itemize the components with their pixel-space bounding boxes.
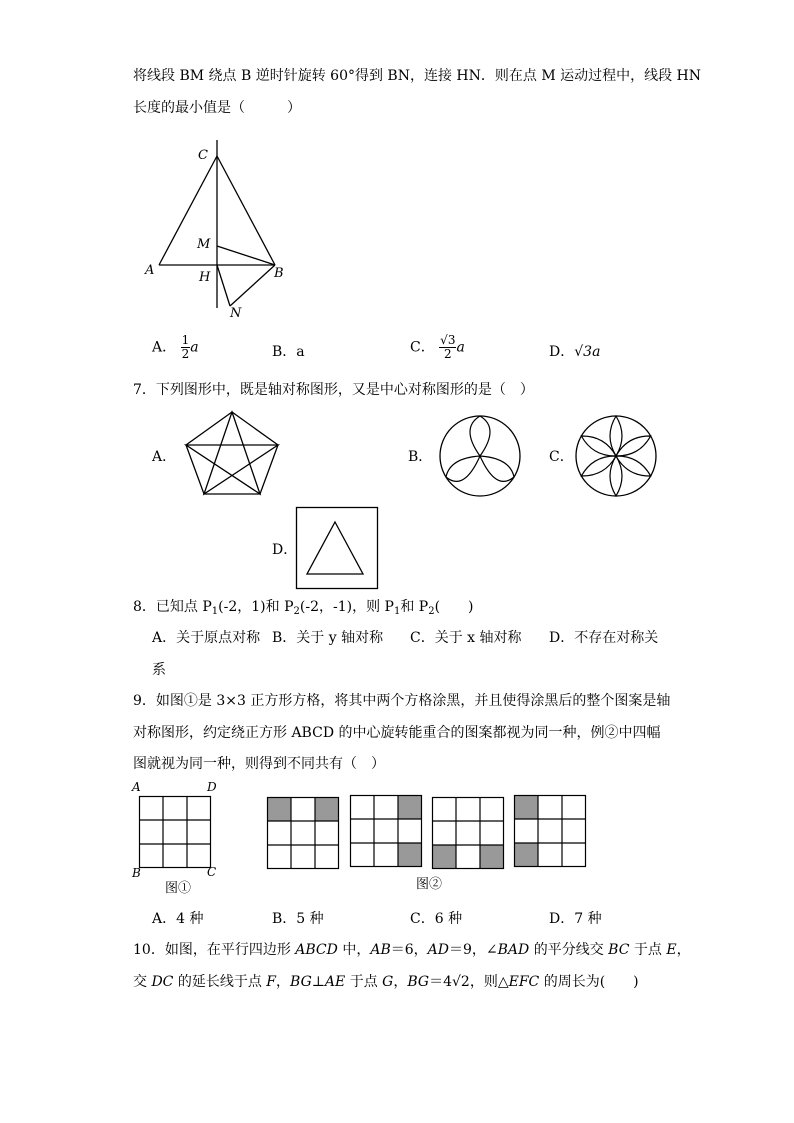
option-d-value: √3a (574, 344, 601, 360)
q10-text: ， (393, 974, 408, 990)
q10-var: BG⊥AE (290, 974, 346, 990)
label-a: A (145, 263, 155, 278)
q7-label-b[interactable]: B． (408, 449, 433, 465)
fig1-label-b: B (132, 866, 141, 880)
six-petal-flower-icon (574, 414, 658, 498)
q10-var: BAD (497, 942, 530, 958)
frac-num: 1 (181, 333, 190, 347)
fig1-label-d: D (207, 780, 217, 794)
triangle-in-square-icon (296, 507, 378, 589)
label-n: N (230, 306, 242, 321)
q9-stem-line1: 9．如图①是 3×3 正方形方格，将其中两个方格涂黑，并且使得涂黑后的整个图案是轴 (133, 693, 671, 709)
q10-stem-line2 (133, 972, 639, 992)
q9-figure2-grid-3 (432, 797, 504, 869)
q10-var: BC (608, 942, 630, 958)
q9-stem-line3: 图就视为同一种，则得到不同共有（ ） (133, 756, 385, 772)
q8-option-d[interactable]: D．不存在对称关 (549, 630, 659, 646)
label-h: H (199, 270, 211, 285)
q7-label-c[interactable]: C． (549, 449, 574, 465)
q9-option-b[interactable]: B．5 种 (272, 911, 324, 927)
q8-option-a[interactable]: A．关于原点对称 (152, 630, 261, 646)
q10-var: BG (407, 974, 430, 990)
q6-triangle-figure (140, 140, 300, 330)
q10-var: AB (370, 942, 391, 958)
option-c-var: a (456, 339, 465, 356)
pentagram-in-pentagon-icon (182, 410, 282, 496)
q8-stem-part: (-2，-1)，则 P (299, 599, 394, 615)
fig1-label-a: A (132, 780, 141, 794)
q10-var: AD (427, 942, 449, 958)
q10-text: 于点 (629, 942, 667, 958)
fig1-label-c: C (207, 865, 217, 879)
q10-var: ABCD (295, 942, 338, 958)
q8-stem-part: 和 P (400, 599, 429, 615)
subscript: 2 (293, 606, 300, 617)
q6-text-line2: 长度的最小值是（ ） (133, 100, 301, 116)
q10-text: 于点 (345, 974, 383, 990)
frac-den: 2 (443, 347, 452, 361)
q9-stem-line2: 对称图形，约定绕正方形 ABCD 的中心旋转能重合的图案都视为同一种，例②中四幅 (133, 725, 661, 741)
q9-option-c[interactable]: C．6 种 (410, 911, 463, 927)
q10-sqrt: √2 (452, 974, 470, 990)
q8-stem-part: (-2，1)和 P (218, 599, 294, 615)
label-b: B (274, 266, 284, 281)
option-c-prefix: C． (410, 339, 435, 356)
q10-var: G (382, 974, 394, 990)
q8-stem (133, 597, 474, 622)
q10-text: ＝9，∠ (449, 942, 498, 958)
q10-var: E (666, 942, 677, 958)
frac-den: 2 (181, 347, 190, 361)
fraction-one-half (181, 334, 191, 361)
fraction-sqrt3-over-2 (439, 334, 456, 361)
q9-option-d[interactable]: D．7 种 (549, 911, 602, 927)
q10-stem-line1 (133, 940, 691, 960)
q10-text: 中， (337, 942, 371, 958)
q10-var: EFC (508, 974, 540, 990)
q9-figure2-grid-4 (514, 795, 586, 867)
q10-text: ＝4 (429, 974, 452, 990)
three-petal-circle-icon (438, 414, 522, 498)
q8-stem-part: ( ) (434, 599, 474, 615)
option-a-prefix: A． (152, 339, 177, 356)
q7-label-d[interactable]: D． (272, 542, 298, 558)
q10-var: DC (151, 974, 174, 990)
q6-option-b[interactable]: B．a (272, 344, 305, 360)
q9-figure2-grid-2 (350, 795, 422, 867)
subscript: 1 (211, 606, 219, 617)
q10-text: 交 (133, 974, 152, 990)
q7-stem: 7．下列图形中，既是轴对称图形，又是中心对称图形的是（ ） (133, 382, 534, 398)
fig1-caption: 图① (165, 881, 192, 896)
q10-text: ， (276, 974, 291, 990)
q7-label-a[interactable]: A． (152, 449, 177, 465)
q9-figure1-grid (139, 796, 211, 868)
q6-option-a[interactable] (152, 334, 199, 361)
frac-num: √3 (440, 333, 456, 347)
subscript: 1 (393, 606, 401, 617)
q10-text: 10．如图，在平行四边形 (133, 942, 296, 958)
q6-text-line1: 将线段 BM 绕点 B 逆时针旋转 60°得到 BN，连接 HN．则在点 M 运动过程中，线段 HN (133, 68, 702, 84)
option-d-prefix: D． (549, 344, 575, 360)
q6-option-d[interactable] (549, 342, 600, 362)
q10-text: 的周长为( ) (539, 974, 639, 990)
label-c: C (198, 148, 208, 163)
q10-text: ， (676, 942, 691, 958)
q8-option-d-continued: 系 (152, 662, 166, 678)
q10-text: ，则△ (469, 974, 509, 990)
subscript: 2 (428, 606, 435, 617)
q10-text: 的延长线于点 (173, 974, 267, 990)
q10-var: F (266, 974, 277, 990)
q10-text: ＝6， (390, 942, 428, 958)
q6-option-c[interactable] (410, 334, 465, 361)
fig2-caption: 图② (416, 877, 443, 892)
q10-text: 的平分线交 (529, 942, 609, 958)
q8-option-c[interactable]: C．关于 x 轴对称 (410, 630, 522, 646)
option-a-var: a (190, 339, 199, 356)
q9-figure2-grid-1 (267, 797, 339, 869)
label-m: M (197, 237, 211, 252)
q8-option-b[interactable]: B．关于 y 轴对称 (272, 630, 384, 646)
q9-option-a[interactable]: A．4 种 (152, 911, 204, 927)
q8-stem-part: 8．已知点 P (133, 599, 212, 615)
